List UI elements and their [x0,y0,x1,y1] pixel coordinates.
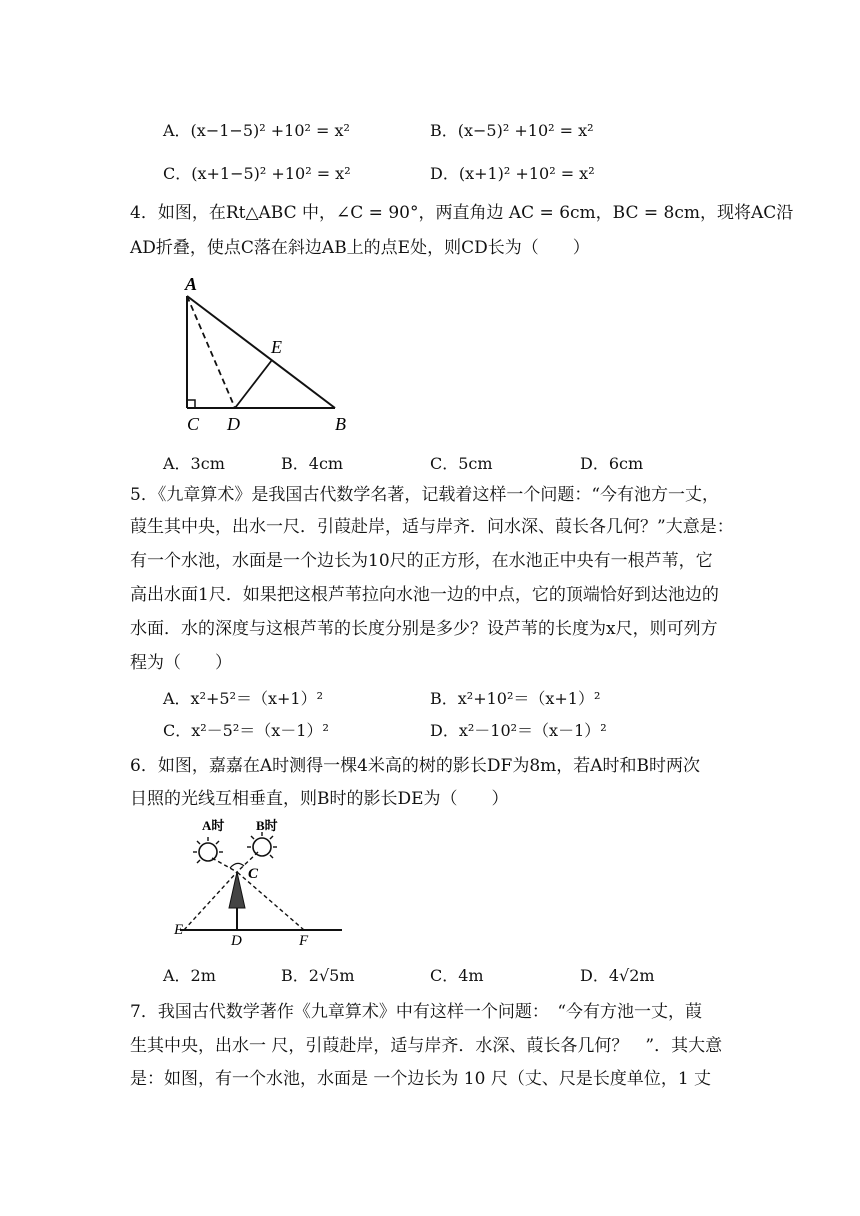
q6-label-e: E [174,922,184,938]
q6-option-c: C．4m [430,966,484,985]
q4-stem-line1: 4．如图，在Rt△ABC 中，∠C = 90°，两直角边 AC = 6cm，BC = 8cm，现将AC沿 [130,203,794,223]
sun-icon [247,832,277,858]
q6-label-b-time: B时 [256,818,278,833]
q5-option-d: D．x²－10²＝（x－1）² [430,721,607,740]
q4-label-e: E [271,337,282,357]
q6-label-c: C [248,866,259,882]
q4-label-c: C [187,414,200,434]
q6-option-d: D．4√2m [580,966,655,985]
q4-option-c: C．5cm [430,454,493,473]
q4-stem-line2: AD折叠，使点C落在斜边AB上的点E处，则CD长为（ ） [130,238,590,258]
q6-stem-line1: 6．如图，嘉嘉在A时测得一棵4米高的树的影长DF为8m，若A时和B时两次 [130,756,701,776]
q5-stem-line4: 高出水面1尺．如果把这根芦苇拉向水池一边的中点，它的顶端恰好到达池边的 [130,585,719,605]
q6-shadow-figure [172,814,352,949]
q5-option-c: C．x²－5²＝（x－1）² [163,721,329,740]
q4-label-b: B [335,414,346,434]
q6-label-a-time: A时 [202,818,225,833]
q5-stem-line1: 5．《九章算术》是我国古代数学名著，记载着这样一个问题：“今有池方一丈， [130,485,720,505]
q3-option-c: C．(x+1−5)² +10² = x² [163,164,351,183]
q5-stem-line2: 葭生其中央，出水一尺．引葭赴岸，适与岸齐．问水深、葭长各几何？”大意是： [130,517,734,537]
q7-stem-line1: 7．我国古代数学著作《九章算术》中有这样一个问题： “今有方池一丈，葭 [130,1002,703,1022]
sun-icon [193,837,223,863]
q4-label-a: A [185,274,198,294]
q4-option-d: D．6cm [580,454,644,473]
q7-stem-line3: 是：如图，有一个水池，水面是 一个边长为 10 尺（丈、尺是长度单位，1 丈 [130,1069,712,1089]
q4-label-d: D [227,414,240,434]
q5-stem-line6: 程为（ ） [130,653,232,673]
q4-option-b: B．4cm [281,454,344,473]
q6-option-b: B．2√5m [281,966,355,985]
q5-stem-line5: 水面．水的深度与这根芦苇的长度分别是多少？设芦苇的长度为x尺，则可列方 [130,619,718,639]
q4-option-a: A．3cm [163,454,225,473]
q5-stem-line3: 有一个水池，水面是一个边长为10尺的正方形，在水池正中央有一根芦苇，它 [130,551,713,571]
q6-label-f: F [299,933,309,949]
q5-option-a: A．x²+5²＝（x+1）² [163,689,324,708]
q6-stem-line2: 日照的光线互相垂直，则B时的影长DE为（ ） [130,789,509,809]
q4-triangle-figure [175,272,365,437]
q7-stem-line2: 生其中央，出水一 尺，引葭赴岸，适与岸齐．水深、葭长各几何？ ”．其大意 [130,1036,723,1056]
q3-option-a: A．(x−1−5)² +10² = x² [163,121,350,140]
q3-option-d: D．(x+1)² +10² = x² [430,164,595,183]
q6-label-d: D [231,933,242,949]
q3-option-b: B．(x−5)² +10² = x² [430,121,594,140]
q6-option-a: A．2m [163,966,216,985]
q5-option-b: B．x²+10²＝（x+1）² [430,689,601,708]
